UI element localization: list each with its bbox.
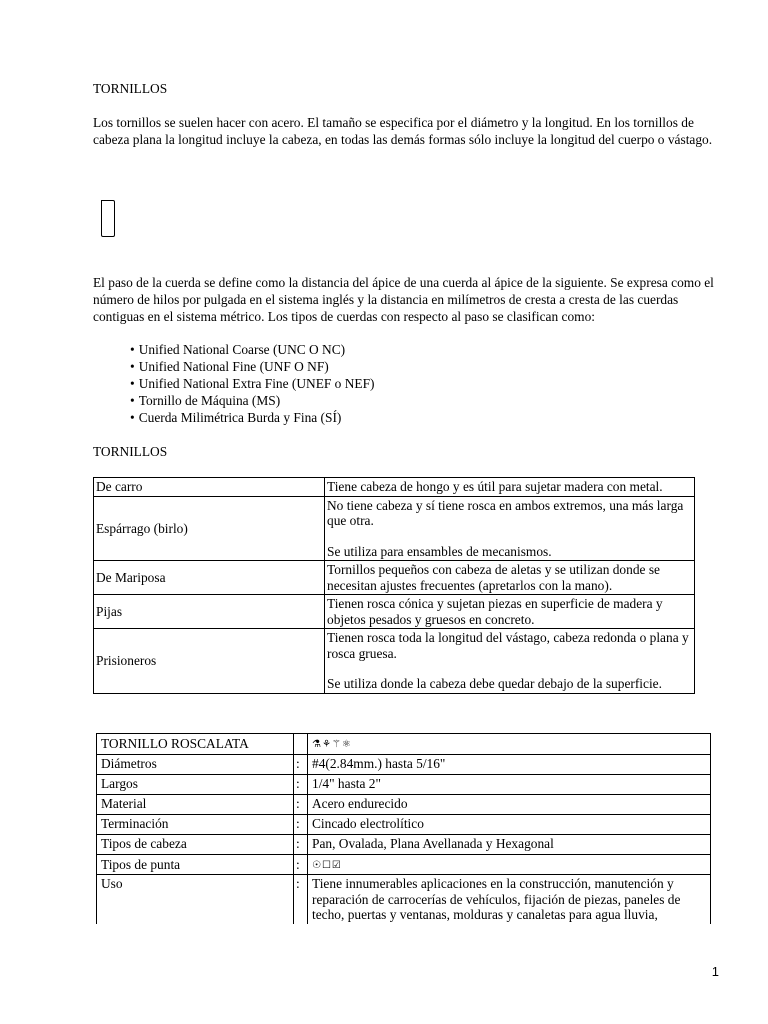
table-row — [97, 734, 711, 755]
list-item: • Cuerda Milimétrica Burda y Fina (SÍ) — [130, 409, 374, 426]
list-item: • Unified National Coarse (UNC O NC) — [130, 341, 374, 358]
spec-separator: : — [294, 854, 308, 875]
spec-value — [308, 854, 711, 875]
roscalata-title: TORNILLO ROSCALATA — [97, 734, 294, 755]
desc-text: Tornillos pequeños con cabeza de aletas y se utilizan donde se necesitan ajustes frecuentes (apretarlos con la mano). — [327, 562, 660, 593]
spec-key: Tipos de punta — [97, 854, 294, 875]
list-item: • Unified National Fine (UNF O NF) — [130, 358, 374, 375]
page-heading: TORNILLOS — [93, 81, 168, 96]
spec-value: 1/4" hasta 2" — [308, 774, 711, 794]
section-heading: TORNILLOS — [93, 444, 168, 459]
spec-separator: : — [294, 774, 308, 794]
spec-key: Material — [97, 794, 294, 814]
table-cell-desc — [325, 496, 695, 561]
thread-types-list — [130, 341, 374, 426]
spec-key: Tipos de cabeza — [97, 834, 294, 854]
page-number: 1 — [711, 964, 719, 979]
desc-text: Se utiliza para ensambles de mecanismos. — [327, 543, 552, 559]
spec-separator: : — [294, 814, 308, 834]
screw-types-table — [93, 477, 695, 694]
glyphs-text: ☉☐☑ — [312, 859, 342, 871]
title-glyphs — [308, 734, 711, 755]
table-row — [94, 478, 695, 497]
table-cell-name: De Mariposa — [94, 561, 325, 595]
spec-value: Pan, Ovalada, Plana Avellanada y Hexagonal — [308, 834, 711, 854]
table-row — [97, 774, 711, 794]
roscalata-spec-table — [96, 733, 711, 924]
table-cell-name: Pijas — [94, 595, 325, 629]
table-row — [97, 875, 711, 924]
desc-text: No tiene cabeza y sí tiene rosca en ambos extremos, una más larga que otra. — [327, 497, 684, 528]
spec-key: Terminación — [97, 814, 294, 834]
list-item: • Tornillo de Máquina (MS) — [130, 392, 374, 409]
pitch-paragraph: El paso de la cuerda se define como la distancia del ápice de una cuerda al ápice de la siguiente. Se expresa como el número de hilos por pulgada en el sistema inglés y la distancia en milímetros de cresta a cresta de las cuerdas contiguas en el sistema métrico. Los tipos de cuerdas con respecto al paso se clasifican como: — [93, 275, 714, 324]
table-row — [97, 794, 711, 814]
table-row — [97, 814, 711, 834]
desc-text: Se utiliza donde la cabeza debe quedar debajo de la superficie. — [327, 676, 662, 691]
spec-value: Cincado electrolítico — [308, 814, 711, 834]
table-row — [94, 629, 695, 694]
list-item: • Unified National Extra Fine (UNEF o NEF) — [130, 375, 374, 392]
spec-key: Diámetros — [97, 754, 294, 774]
spec-separator: : — [294, 875, 308, 924]
spec-separator: : — [294, 834, 308, 854]
spec-value: Tiene innumerables aplicaciones en la construcción, manutención y reparación de carrocerías de vehículos, fijación de piezas, paneles de techo, puertas y ventanas, molduras y canaletas para agua lluvia, — [308, 875, 711, 924]
table-row — [97, 754, 711, 774]
table-cell-separator — [294, 734, 308, 755]
intro-paragraph: Los tornillos se suelen hacer con acero. El tamaño se especifica por el diámetro y la longitud. En los tornillos de cabeza plana la longitud incluye la cabeza, en todas las demás formas sólo incluye la longitud del cuerpo o vástago. — [93, 115, 713, 147]
table-cell-name: Espárrago (birlo) — [94, 496, 325, 561]
spec-separator: : — [294, 754, 308, 774]
table-cell-name: Prisioneros — [94, 629, 325, 694]
table-cell-name: De carro — [94, 478, 325, 497]
table-cell-desc — [325, 595, 695, 629]
spec-value: #4(2.84mm.) hasta 5/16" — [308, 754, 711, 774]
image-placeholder-icon — [101, 200, 115, 237]
table-cell-desc — [325, 629, 695, 694]
table-cell-desc — [325, 478, 695, 497]
spec-separator: : — [294, 794, 308, 814]
desc-text: Tienen rosca toda la longitud del vástago, cabeza redonda o plana y rosca gruesa. — [327, 630, 689, 661]
table-cell-desc — [325, 561, 695, 595]
desc-text: Tienen rosca cónica y sujetan piezas en superficie de madera y objetos pesados y gruesos en concreto. — [327, 596, 663, 627]
table-row — [94, 496, 695, 561]
table-row — [94, 595, 695, 629]
table-row — [94, 561, 695, 595]
table-row — [97, 854, 711, 875]
glyphs-text: ⚗⚘⚚⚛ — [312, 739, 352, 750]
spec-key: Largos — [97, 774, 294, 794]
desc-text: Tiene cabeza de hongo y es útil para sujetar madera con metal. — [327, 479, 663, 494]
spec-value: Acero endurecido — [308, 794, 711, 814]
spec-key: Uso — [97, 875, 294, 924]
table-row — [97, 834, 711, 854]
